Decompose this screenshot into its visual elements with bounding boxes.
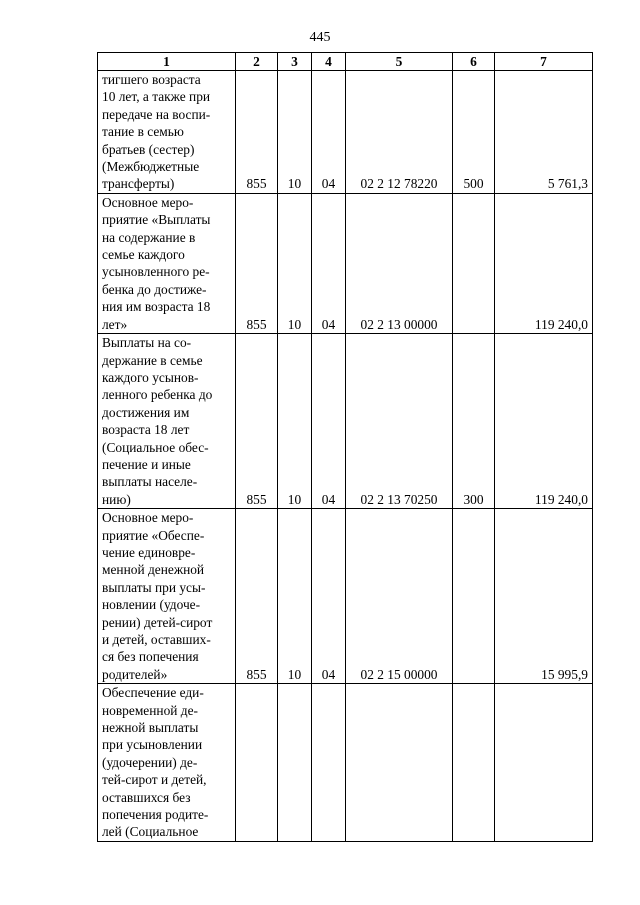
description-line: усыновленного ре-	[102, 264, 210, 280]
description-line: 10 лет, а также при	[102, 89, 211, 105]
description-line: приятие «Выплаты	[102, 212, 211, 228]
description-line: при усыновлении	[102, 737, 203, 753]
ministry-code: 855	[236, 334, 278, 509]
description-line: лей (Социальное	[102, 824, 199, 840]
target-article-code: 02 2 13 70250	[346, 334, 453, 509]
description-line: чение единовре-	[102, 544, 196, 560]
description-line: трансферты)	[102, 176, 175, 192]
subsection-code: 04	[312, 71, 346, 194]
target-article-code: 02 2 15 00000	[346, 509, 453, 684]
subsection-code: 04	[312, 509, 346, 684]
expense-type-code: 500	[453, 71, 495, 194]
section-code	[278, 684, 312, 842]
description-line: ленного ребенка до	[102, 387, 213, 403]
expense-type-code: 300	[453, 334, 495, 509]
description-line: братьев (сестер)	[102, 141, 195, 157]
subsection-code: 04	[312, 193, 346, 333]
table-row	[98, 71, 593, 194]
description-line: Выплаты на со-	[102, 335, 192, 351]
ministry-code	[236, 684, 278, 842]
expense-type-code	[453, 684, 495, 842]
row-description	[98, 71, 236, 194]
row-description	[98, 193, 236, 333]
description-line: держание в семье	[102, 352, 203, 368]
header-col-6: 6	[453, 53, 495, 71]
header-col-3: 3	[278, 53, 312, 71]
description-line: родителей»	[102, 666, 168, 682]
description-line: нию)	[102, 491, 131, 507]
header-row	[98, 53, 593, 71]
table-row	[98, 334, 593, 509]
header-col-5: 5	[346, 53, 453, 71]
section-code: 10	[278, 71, 312, 194]
ministry-code: 855	[236, 71, 278, 194]
target-article-code: 02 2 12 78220	[346, 71, 453, 194]
description-line: выплаты при усы-	[102, 579, 206, 595]
section-code: 10	[278, 509, 312, 684]
description-line: рении) детей-сирот	[102, 614, 213, 630]
description-line: нежной выплаты	[102, 720, 199, 736]
header-col-1: 1	[98, 53, 236, 71]
description-line: лет»	[102, 316, 128, 332]
description-line: новлении (удоче-	[102, 597, 201, 613]
expense-type-code	[453, 509, 495, 684]
description-line: каждого усынов-	[102, 369, 199, 385]
description-line: приятие «Обеспе-	[102, 527, 205, 543]
header-col-7: 7	[495, 53, 593, 71]
section-code: 10	[278, 334, 312, 509]
header-col-2: 2	[236, 53, 278, 71]
description-line: Основное меро-	[102, 194, 194, 210]
target-article-code	[346, 684, 453, 842]
amount	[495, 684, 593, 842]
description-line: ния им возраста 18	[102, 299, 211, 315]
target-article-code: 02 2 13 00000	[346, 193, 453, 333]
subsection-code	[312, 684, 346, 842]
description-line: тигшего возраста	[102, 72, 201, 87]
description-line: семье каждого	[102, 247, 185, 263]
description-line: (Межбюджетные	[102, 159, 200, 175]
amount: 15 995,9	[495, 509, 593, 684]
expense-type-code	[453, 193, 495, 333]
description-line: попечения родите-	[102, 807, 209, 823]
description-line: возраста 18 лет	[102, 422, 190, 438]
amount: 5 761,3	[495, 71, 593, 194]
description-line: новременной де-	[102, 702, 198, 718]
description-line: тей-сирот и детей,	[102, 772, 207, 788]
header-col-4: 4	[312, 53, 346, 71]
row-description	[98, 334, 236, 509]
description-line: Основное меро-	[102, 510, 194, 526]
description-line: оставшихся без	[102, 789, 191, 805]
table-row	[98, 193, 593, 333]
ministry-code: 855	[236, 509, 278, 684]
section-code: 10	[278, 193, 312, 333]
row-description	[98, 684, 236, 842]
description-line: (удочерении) де-	[102, 754, 198, 770]
description-line: и детей, оставших-	[102, 632, 211, 647]
description-line: Обеспечение еди-	[102, 685, 204, 701]
description-line: достижения им	[102, 404, 190, 420]
amount: 119 240,0	[495, 193, 593, 333]
budget-table	[97, 52, 593, 842]
row-description	[98, 509, 236, 684]
table-row	[98, 684, 593, 842]
description-line: на содержание в	[102, 229, 196, 245]
description-line: (Социальное обес-	[102, 439, 209, 455]
description-line: тание в семью	[102, 124, 184, 140]
subsection-code: 04	[312, 334, 346, 509]
description-line: передаче на воспи-	[102, 106, 211, 122]
description-line: выплаты населе-	[102, 474, 198, 490]
description-line: ся без попечения	[102, 649, 199, 665]
description-line: менной денежной	[102, 562, 205, 578]
description-line: печение и иные	[102, 456, 191, 472]
ministry-code: 855	[236, 193, 278, 333]
amount: 119 240,0	[495, 334, 593, 509]
page-number: 445	[309, 30, 331, 45]
table-row	[98, 509, 593, 684]
description-line: бенка до достиже-	[102, 281, 207, 297]
